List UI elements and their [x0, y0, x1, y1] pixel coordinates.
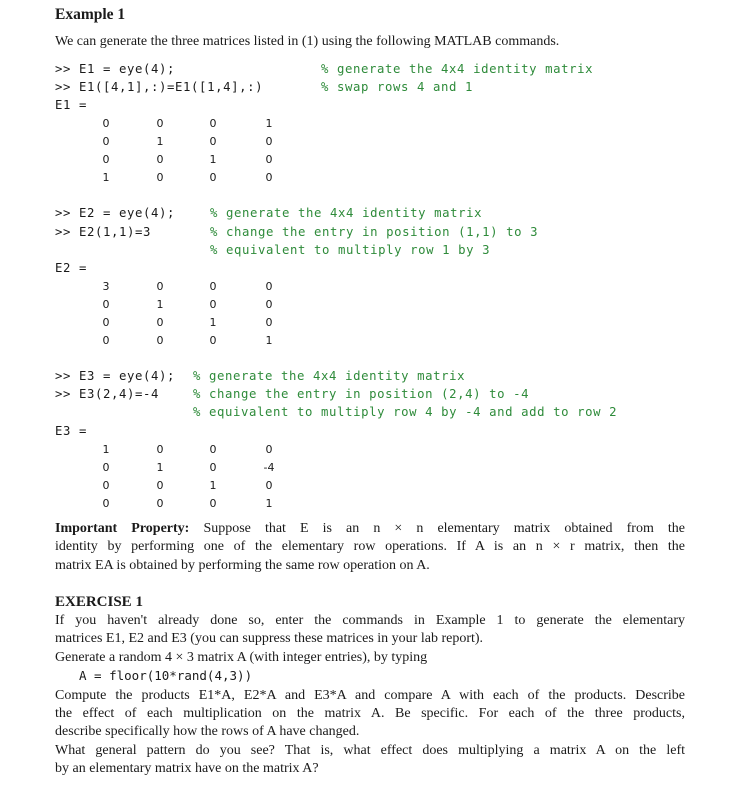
- matrix-cell: 1: [209, 153, 217, 166]
- e2-comment-1: % generate the 4x4 identity matrix: [210, 206, 483, 220]
- e1-comment-1: % generate the 4x4 identity matrix: [321, 62, 594, 76]
- property-line-2: identity by performing one of the elementary row operations. If A is an n × r matrix, then the: [55, 539, 685, 555]
- matrix-cell: 0: [156, 479, 164, 492]
- matrix-cell: 0: [209, 334, 217, 347]
- matrix-cell: 0: [265, 280, 273, 293]
- exercise-body: [55, 612, 685, 779]
- intro-text: We can generate the three matrices listed in (1) using the following MATLAB commands.: [55, 34, 560, 49]
- matrix-cell: 0: [102, 497, 110, 510]
- matrix-cell: 0: [209, 443, 217, 456]
- e1-command-2: >> E1([4,1],:)=E1([1,4],:): [55, 80, 264, 94]
- e3-comment-1: % generate the 4x4 identity matrix: [193, 369, 466, 383]
- exercise-line: Compute the products E1*A, E2*A and E3*A and compare A with each of the products. Describe: [55, 687, 685, 703]
- exercise-title: EXERCISE 1: [55, 594, 143, 610]
- exercise-line: by an elementary matrix have on the matrix A?: [55, 761, 319, 777]
- matrix-cell: 0: [209, 461, 217, 474]
- matrix-cell: 0: [102, 117, 110, 130]
- e2-name-line: E2 =: [55, 261, 88, 275]
- e2-command-2: >> E2(1,1)=3: [55, 225, 152, 239]
- matrix-cell: 0: [156, 334, 164, 347]
- matrix-cell: -4: [263, 461, 275, 474]
- matrix-cell: 0: [156, 117, 164, 130]
- matrix-cell: 0: [209, 497, 217, 510]
- exercise-code-line: [55, 667, 685, 686]
- property-line-3: matrix EA is obtained by performing the same row operation on A.: [55, 557, 430, 573]
- matrix-cell: 1: [102, 443, 110, 456]
- matrix-cell: 0: [265, 479, 273, 492]
- e1-command-1: >> E1 = eye(4);: [55, 62, 176, 76]
- exercise-line: describe specifically how the rows of A have changed.: [55, 724, 360, 740]
- e3-command-1: >> E3 = eye(4);: [55, 369, 176, 383]
- matrix-cell: 1: [265, 497, 273, 510]
- matrix-cell: 0: [209, 135, 217, 148]
- e1-name-line: E1 =: [55, 98, 88, 112]
- matrix-cell: 3: [102, 280, 110, 293]
- e1-comment-2: % swap rows 4 and 1: [321, 80, 474, 94]
- matrix-cell: 1: [102, 171, 110, 184]
- matrix-cell: 0: [156, 280, 164, 293]
- e3-command-2: >> E3(2,4)=-4: [55, 387, 160, 401]
- e2-comment-2: % change the entry in position (1,1) to 3: [210, 225, 539, 239]
- exercise-line: If you haven't already done so, enter the commands in Example 1 to generate the elementary: [55, 613, 685, 628]
- exercise-line: the effect of each multiplication on the matrix A. Be specific. For each of the three products,: [55, 706, 685, 722]
- matrix-cell: 1: [156, 461, 164, 474]
- matrix-cell: 0: [265, 135, 273, 148]
- property-label: Important Property:: [55, 521, 190, 536]
- important-property: [55, 520, 685, 575]
- matrix-cell: 1: [156, 298, 164, 311]
- matrix-cell: 0: [265, 443, 273, 456]
- matrix-cell: 1: [156, 135, 164, 148]
- matrix-cell: 0: [209, 298, 217, 311]
- exercise-line: Generate a random 4 × 3 matrix A (with integer entries), by typing: [55, 649, 428, 665]
- matrix-cell: 0: [156, 316, 164, 329]
- matrix-cell: 0: [265, 298, 273, 311]
- matrix-cell: 0: [102, 316, 110, 329]
- matrix-cell: 0: [102, 461, 110, 474]
- matrix-cell: 0: [265, 153, 273, 166]
- matrix-cell: 0: [156, 153, 164, 166]
- matrix-cell: 0: [156, 171, 164, 184]
- e3-comment-2: % change the entry in position (2,4) to -4: [193, 387, 530, 401]
- exercise-code: A = floor(10*rand(4,3)): [79, 668, 253, 684]
- e2-comment-3: % equivalent to multiply row 1 by 3: [210, 243, 491, 257]
- matrix-cell: 0: [209, 117, 217, 130]
- matrix-cell: 1: [265, 334, 273, 347]
- matrix-cell: 0: [102, 334, 110, 347]
- matrix-cell: 0: [156, 497, 164, 510]
- e2-command-1: >> E2 = eye(4);: [55, 206, 176, 220]
- matrix-cell: 0: [265, 171, 273, 184]
- matrix-cell: 0: [102, 479, 110, 492]
- matrix-cell: 0: [102, 135, 110, 148]
- matrix-cell: 0: [209, 280, 217, 293]
- matrix-cell: 1: [265, 117, 273, 130]
- exercise-line: What general pattern do you see? That is, what effect does multiplying a matrix A on the left: [55, 742, 685, 758]
- matrix-cell: 1: [209, 479, 217, 492]
- matrix-cell: 0: [209, 171, 217, 184]
- example-title: Example 1: [55, 6, 126, 23]
- property-text-1: Suppose that E is an n × n elementary matrix obtained from the: [203, 521, 686, 536]
- matrix-cell: 0: [156, 443, 164, 456]
- matrix-cell: 0: [102, 153, 110, 166]
- matrix-cell: 1: [209, 316, 217, 329]
- matrix-cell: 0: [265, 316, 273, 329]
- property-line-1: [55, 520, 685, 538]
- e3-name-line: E3 =: [55, 424, 88, 438]
- exercise-line: matrices E1, E2 and E3 (you can suppress these matrices in your lab report).: [55, 631, 484, 647]
- e3-comment-3: % equivalent to multiply row 4 by -4 and add to row 2: [193, 405, 618, 419]
- matrix-cell: 0: [102, 298, 110, 311]
